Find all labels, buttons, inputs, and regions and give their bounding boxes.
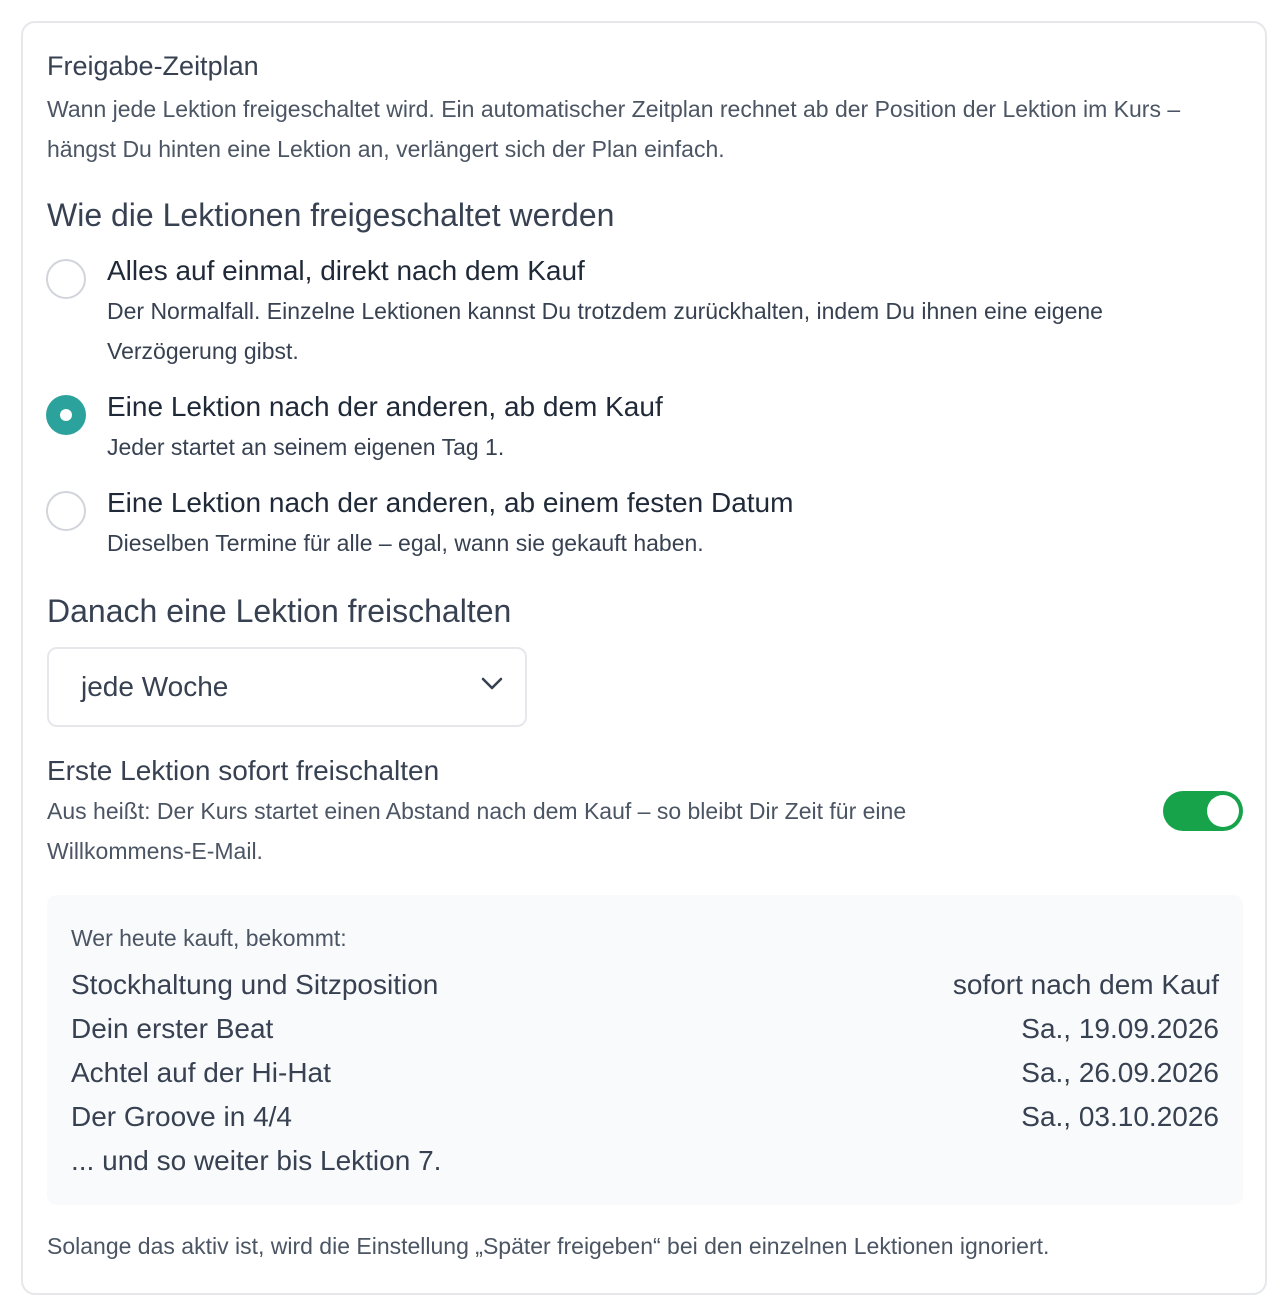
radio-sequential-from-purchase[interactable] bbox=[46, 395, 86, 435]
preview-row bbox=[71, 969, 1219, 1013]
preview-row bbox=[71, 1057, 1219, 1101]
lesson-release-date: sofort nach dem Kauf bbox=[952, 969, 1219, 1000]
lesson-release-date: Sa., 26.09.2026 bbox=[1021, 1057, 1219, 1088]
interval-heading: Danach eine Lektion freischalten bbox=[47, 593, 512, 629]
option-description: Jeder startet an seinem eigenen Tag 1. bbox=[107, 434, 505, 460]
preview-row bbox=[71, 1013, 1219, 1057]
interval-select-value: jede Woche bbox=[81, 671, 229, 702]
lesson-name: Achtel auf der Hi-Hat bbox=[71, 1057, 331, 1088]
option-label: Eine Lektion nach der anderen, ab einem festen Datum bbox=[107, 487, 794, 518]
option-description: Dieselben Termine für alle – egal, wann sie gekauft haben. bbox=[107, 530, 704, 556]
mode-heading: Wie die Lektionen freigeschaltet werden bbox=[47, 197, 615, 233]
lesson-release-date: Sa., 03.10.2026 bbox=[1021, 1101, 1219, 1132]
preview-row bbox=[71, 1101, 1219, 1145]
preview-title: Wer heute kauft, bekommt: bbox=[71, 925, 347, 951]
lesson-release-date: Sa., 19.09.2026 bbox=[1021, 1013, 1219, 1044]
option-label: Eine Lektion nach der anderen, ab dem Kauf bbox=[107, 391, 663, 422]
chevron-down-icon bbox=[481, 677, 503, 691]
lesson-name: Dein erster Beat bbox=[71, 1013, 274, 1044]
first-lesson-toggle-switch[interactable] bbox=[1163, 791, 1243, 831]
radio-all-at-once[interactable] bbox=[46, 259, 86, 299]
release-schedule-card bbox=[21, 21, 1267, 1295]
interval-select[interactable] bbox=[47, 647, 527, 727]
lesson-name: Der Groove in 4/4 bbox=[71, 1101, 292, 1132]
section-description: Wann jede Lektion freigeschaltet wird. Ein automatischer Zeitplan rechnet ab der Position der Lektion im Kurs – hängst Du hinten eine Lektion an, verlängert sich der Plan einfach. bbox=[47, 96, 1181, 162]
radio-sequential-fixed-date[interactable] bbox=[46, 491, 86, 531]
schedule-preview bbox=[47, 895, 1243, 1205]
option-description: Der Normalfall. Einzelne Lektionen kannst Du trotzdem zurückhalten, indem Du ihnen eine eigene Verzögerung gibst. bbox=[107, 298, 1103, 364]
lesson-name: Stockhaltung und Sitzposition bbox=[71, 969, 439, 1000]
preview-more-text: ... und so weiter bis Lektion 7. bbox=[71, 1145, 442, 1176]
switch-knob bbox=[1207, 795, 1239, 827]
option-label: Alles auf einmal, direkt nach dem Kauf bbox=[107, 255, 585, 286]
footnote: Solange das aktiv ist, wird die Einstellung „Später freigeben“ bei den einzelnen Lektionen ignoriert. bbox=[47, 1233, 1050, 1259]
first-lesson-toggle-title: Erste Lektion sofort freischalten bbox=[47, 755, 440, 786]
section-title: Freigabe-Zeitplan bbox=[47, 51, 259, 81]
first-lesson-toggle-description: Aus heißt: Der Kurs startet einen Abstand nach dem Kauf – so bleibt Dir Zeit für eine Willkommens-E-Mail. bbox=[47, 798, 907, 864]
